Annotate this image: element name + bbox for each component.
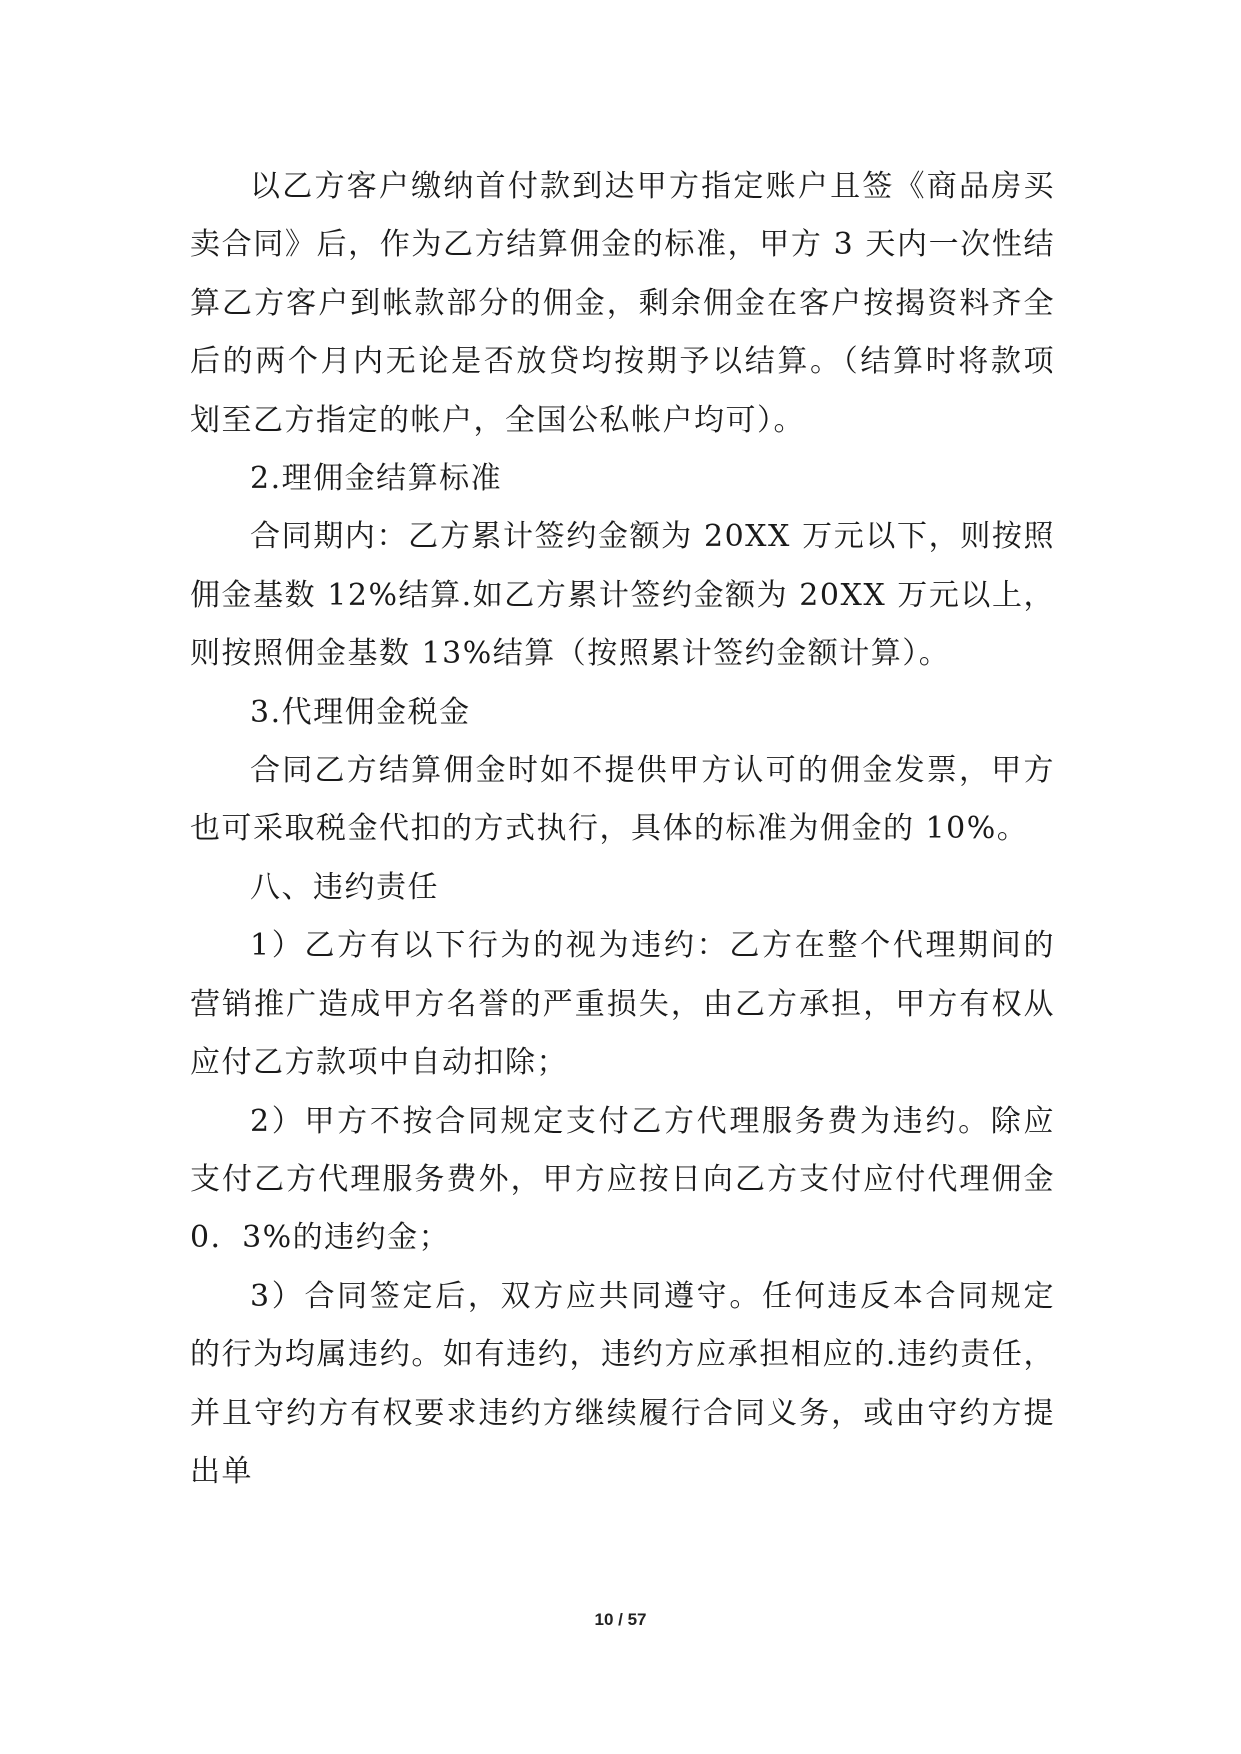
paragraph-breach-item-1: 1）乙方有以下行为的视为违约：乙方在整个代理期间的营销推广造成甲方名誉的严重损失，由乙方承担，甲方有权从应付乙方款项中自动扣除； (190, 928, 1055, 1081)
section-heading-breach-liability: 八、违约责任 (250, 869, 439, 905)
document-body (190, 158, 1055, 1501)
paragraph-breach-item-2: 2）甲方不按合同规定支付乙方代理服务费为违约。除应支付乙方代理服务费外，甲方应按日向乙方支付应付代理佣金0．3%的违约金； (190, 1103, 1055, 1256)
section-heading-commission-standard: 2.理佣金结算标准 (250, 461, 503, 497)
paragraph-tax-withholding: 合同乙方结算佣金时如不提供甲方认可的佣金发票，甲方也可采取税金代扣的方式执行，具体的标准为佣金的 10%。 (190, 753, 1055, 847)
section-heading-commission-tax: 3.代理佣金税金 (250, 694, 471, 730)
paragraph-breach-item-3: 3）合同签定后，双方应共同遵守。任何违反本合同规定的行为均属违约。如有违约，违约方应承担相应的.违约责任，并且守约方有权要求违约方继续履行合同义务，或由守约方提出单 (190, 1278, 1055, 1489)
paragraph-settlement-terms: 以乙方客户缴纳首付款到达甲方指定账户且签《商品房买卖合同》后，作为乙方结算佣金的标准，甲方 3 天内一次性结算乙方客户到帐款部分的佣金，剩余佣金在客户按揭资料齐全后的两个月内无论是否放贷均按期予以结算。（结算时将款项划至乙方指定的帐户，全国公私帐户均可）。 (190, 169, 1055, 438)
page-number: 10 / 57 (594, 1610, 647, 1629)
paragraph-commission-rates: 合同期内：乙方累计签约金额为 20XX 万元以下，则按照佣金基数 12%结算.如乙方累计签约金额为 20XX 万元以上，则按照佣金基数 13%结算（按照累计签约金额计算）。 (190, 519, 1055, 672)
